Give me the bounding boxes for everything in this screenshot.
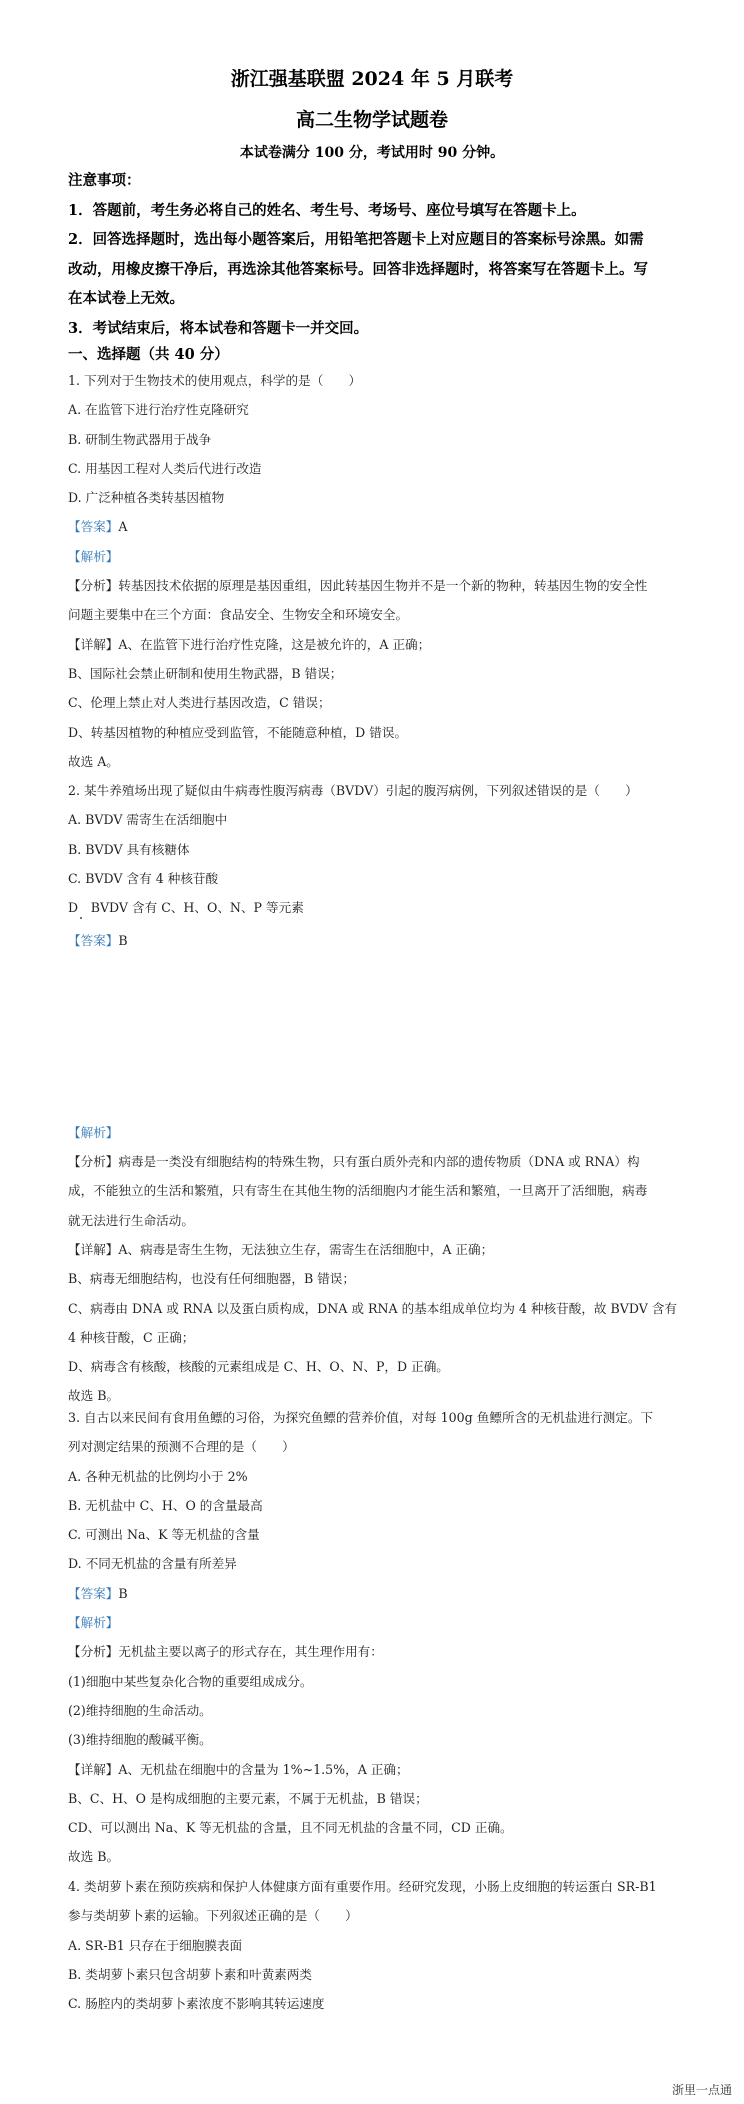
answer-value: B — [118, 1585, 128, 1601]
question-stem-cont: 参与类胡萝卜素的运输。下列叙述正确的是（ ） — [68, 1908, 358, 1924]
option-c: C. 肠腔内的类胡萝卜素浓度不影响其转运速度 — [68, 1996, 325, 2012]
analysis-line: 【详解】A、在监管下进行治疗性克隆，这是被允许的，A 正确； — [68, 636, 431, 652]
option-c: C. 用基因工程对人类后代进行改造 — [68, 460, 262, 476]
answer-tag: 【答案】 — [68, 933, 119, 949]
question-stem: 1. 下列对于生物技术的使用观点，科学的是（ ） — [68, 373, 362, 388]
analysis-line: (3)维持细胞的酸碱平衡。 — [68, 1732, 212, 1748]
footer-watermark: 浙里一点通 — [671, 2083, 732, 2097]
option-c: C. 可测出 Na、K 等无机盐的含量 — [68, 1527, 260, 1543]
notes-line: 在本试卷上无效。 — [68, 290, 184, 307]
analysis-line: D、转基因植物的种植应受到监管，不能随意种植，D 错误。 — [68, 724, 408, 740]
notes-line: 3．考试结束后，将本试卷和答题卡一并交回。 — [68, 319, 369, 337]
analysis-line: 【分析】无机盐主要以离子的形式存在，其生理作用有： — [68, 1644, 383, 1660]
analysis-line: B、国际社会禁止研制和使用生物武器，B 错误； — [68, 665, 343, 681]
answer-line — [68, 512, 680, 541]
question-stem: 4. 类胡萝卜素在预防疾病和保护人体健康方面有重要作用。经研究发现，小肠上皮细胞的转运蛋白 SR-B1 — [68, 1879, 657, 1894]
option-c: C. BVDV 含有 4 种核苷酸 — [68, 870, 219, 886]
analysis-line: 故选 A。 — [68, 753, 119, 769]
option-a: A. 各种无机盐的比例均小于 2% — [68, 1468, 248, 1484]
question-stem-cont: 列对测定结果的预测不合理的是（ ） — [68, 1439, 295, 1455]
option-a: A. BVDV 需寄生在活细胞中 — [68, 812, 228, 828]
analysis-line: (2)维持细胞的生命活动。 — [68, 1702, 212, 1718]
notes-line: 1．答题前，考生务必将自己的姓名、考生号、考场号、座位号填写在答题卡上。 — [68, 201, 586, 219]
question-4 — [68, 1872, 680, 2018]
question-stem: 3. 自古以来民间有食用鱼鳔的习俗，为探究鱼鳔的营养价值，对每 100g 鱼鳔所含的无机盐进行测定。下 — [68, 1410, 654, 1425]
option-b: B. 无机盐中 C、H、O 的含量最高 — [68, 1497, 263, 1513]
analysis-line: C、伦理上禁止对人类进行基因改造，C 错误； — [68, 695, 331, 711]
option-a: A. SR-B1 只存在于细胞膜表面 — [68, 1937, 243, 1953]
exam-title: 浙江强基联盟 2024 年 5 月联考 — [230, 68, 514, 90]
exam-subtitle: 高二生物学试题卷 — [295, 109, 448, 131]
blank-space — [68, 956, 680, 1118]
analysis-line: CD、可以测出 Na、K 等无机盐的含量，且不同无机盐的含量不同，CD 正确。 — [68, 1820, 513, 1836]
answer-tag: 【答案】 — [68, 1585, 119, 1601]
answer-value: A — [118, 519, 128, 535]
notes-block — [68, 166, 678, 343]
option-d: D BVDV 含有 C、H、O、N、P 等元素 — [68, 900, 304, 916]
question-2 — [68, 776, 680, 1411]
section-heading: 一、选择题（共 40 分） — [68, 346, 229, 363]
question-1 — [68, 366, 680, 776]
analysis-line: 故选 B。 — [68, 1388, 120, 1404]
analysis-line: B、C、H、O 是构成细胞的主要元素，不属于无机盐，B 错误； — [68, 1790, 428, 1806]
analysis-line: 成，不能独立的生活和繁殖，只有寄生在其他生物的活细胞内才能生活和繁殖，一旦离开了活细胞，病毒 — [68, 1183, 648, 1199]
answer-line — [68, 1579, 680, 1608]
analysis-line: 故选 B。 — [68, 1849, 120, 1865]
analysis-line: 就无法进行生命活动。 — [68, 1212, 194, 1228]
question-3 — [68, 1403, 680, 1872]
analysis-line: B、病毒无细胞结构，也没有任何细胞器，B 错误； — [68, 1271, 355, 1287]
analysis-line: D、病毒含有核酸，核酸的元素组成是 C、H、O、N、P，D 正确。 — [68, 1359, 449, 1375]
option-a: A. 在监管下进行治疗性克隆研究 — [68, 402, 249, 418]
analysis-line: 【详解】A、无机盐在细胞中的含量为 1%~1.5%，A 正确； — [68, 1761, 409, 1777]
analysis-line: 【分析】转基因技术依据的原理是基因重组，因此转基因生物并不是一个新的物种，转基因生物的安全性 — [68, 578, 648, 594]
analysis-line: 【分析】病毒是一类没有细胞结构的特殊生物，只有蛋白质外壳和内部的遗传物质（DNA 或 RNA）构 — [68, 1154, 640, 1170]
analysis-line: 【详解】A、病毒是寄生生物，无法独立生存，需寄生在活细胞中，A 正确； — [68, 1241, 494, 1257]
question-stem: 2. 某牛养殖场出现了疑似由牛病毒性腹泻病毒（BVDV）引起的腹泻病例，下列叙述错误的是（ ） — [68, 783, 638, 798]
notes-heading: 注意事项： — [68, 172, 141, 189]
analysis-line: 4 种核苷酸，C 正确； — [68, 1329, 195, 1345]
analysis-line: (1)细胞中某些复杂化合物的重要组成成分。 — [68, 1673, 313, 1689]
answer-tag: 【答案】 — [68, 519, 119, 535]
stray-dot — [80, 917, 82, 919]
analysis-tag: 【解析】 — [68, 548, 119, 564]
answer-value: B — [118, 933, 128, 949]
analysis-line: C、病毒由 DNA 或 RNA 以及蛋白质构成，DNA 或 RNA 的基本组成单位均为 4 种核苷酸，故 BVDV 含有 — [68, 1300, 678, 1316]
answer-line — [68, 926, 680, 955]
analysis-tag: 【解析】 — [68, 1124, 119, 1140]
analysis-line: 问题主要集中在三个方面：食品安全、生物安全和环境安全。 — [68, 607, 409, 623]
option-d: D. 不同无机盐的含量有所差异 — [68, 1556, 237, 1572]
option-b: B. BVDV 具有核糖体 — [68, 841, 190, 857]
notes-line: 2．回答选择题时，选出每小题答案后，用铅笔把答题卡上对应题目的答案标号涂黑。如需 — [68, 231, 644, 248]
option-b: B. 研制生物武器用于战争 — [68, 431, 212, 447]
option-b: B. 类胡萝卜素只包含胡萝卜素和叶黄素两类 — [68, 1966, 312, 1982]
notes-line: 改动，用橡皮擦干净后，再选涂其他答案标号。回答非选择题时，将答案写在答题卡上。写 — [68, 260, 648, 278]
exam-info: 本试卷满分 100 分，考试用时 90 分钟。 — [239, 145, 505, 161]
option-d: D. 广泛种植各类转基因植物 — [68, 490, 225, 506]
analysis-tag: 【解析】 — [68, 1615, 119, 1631]
